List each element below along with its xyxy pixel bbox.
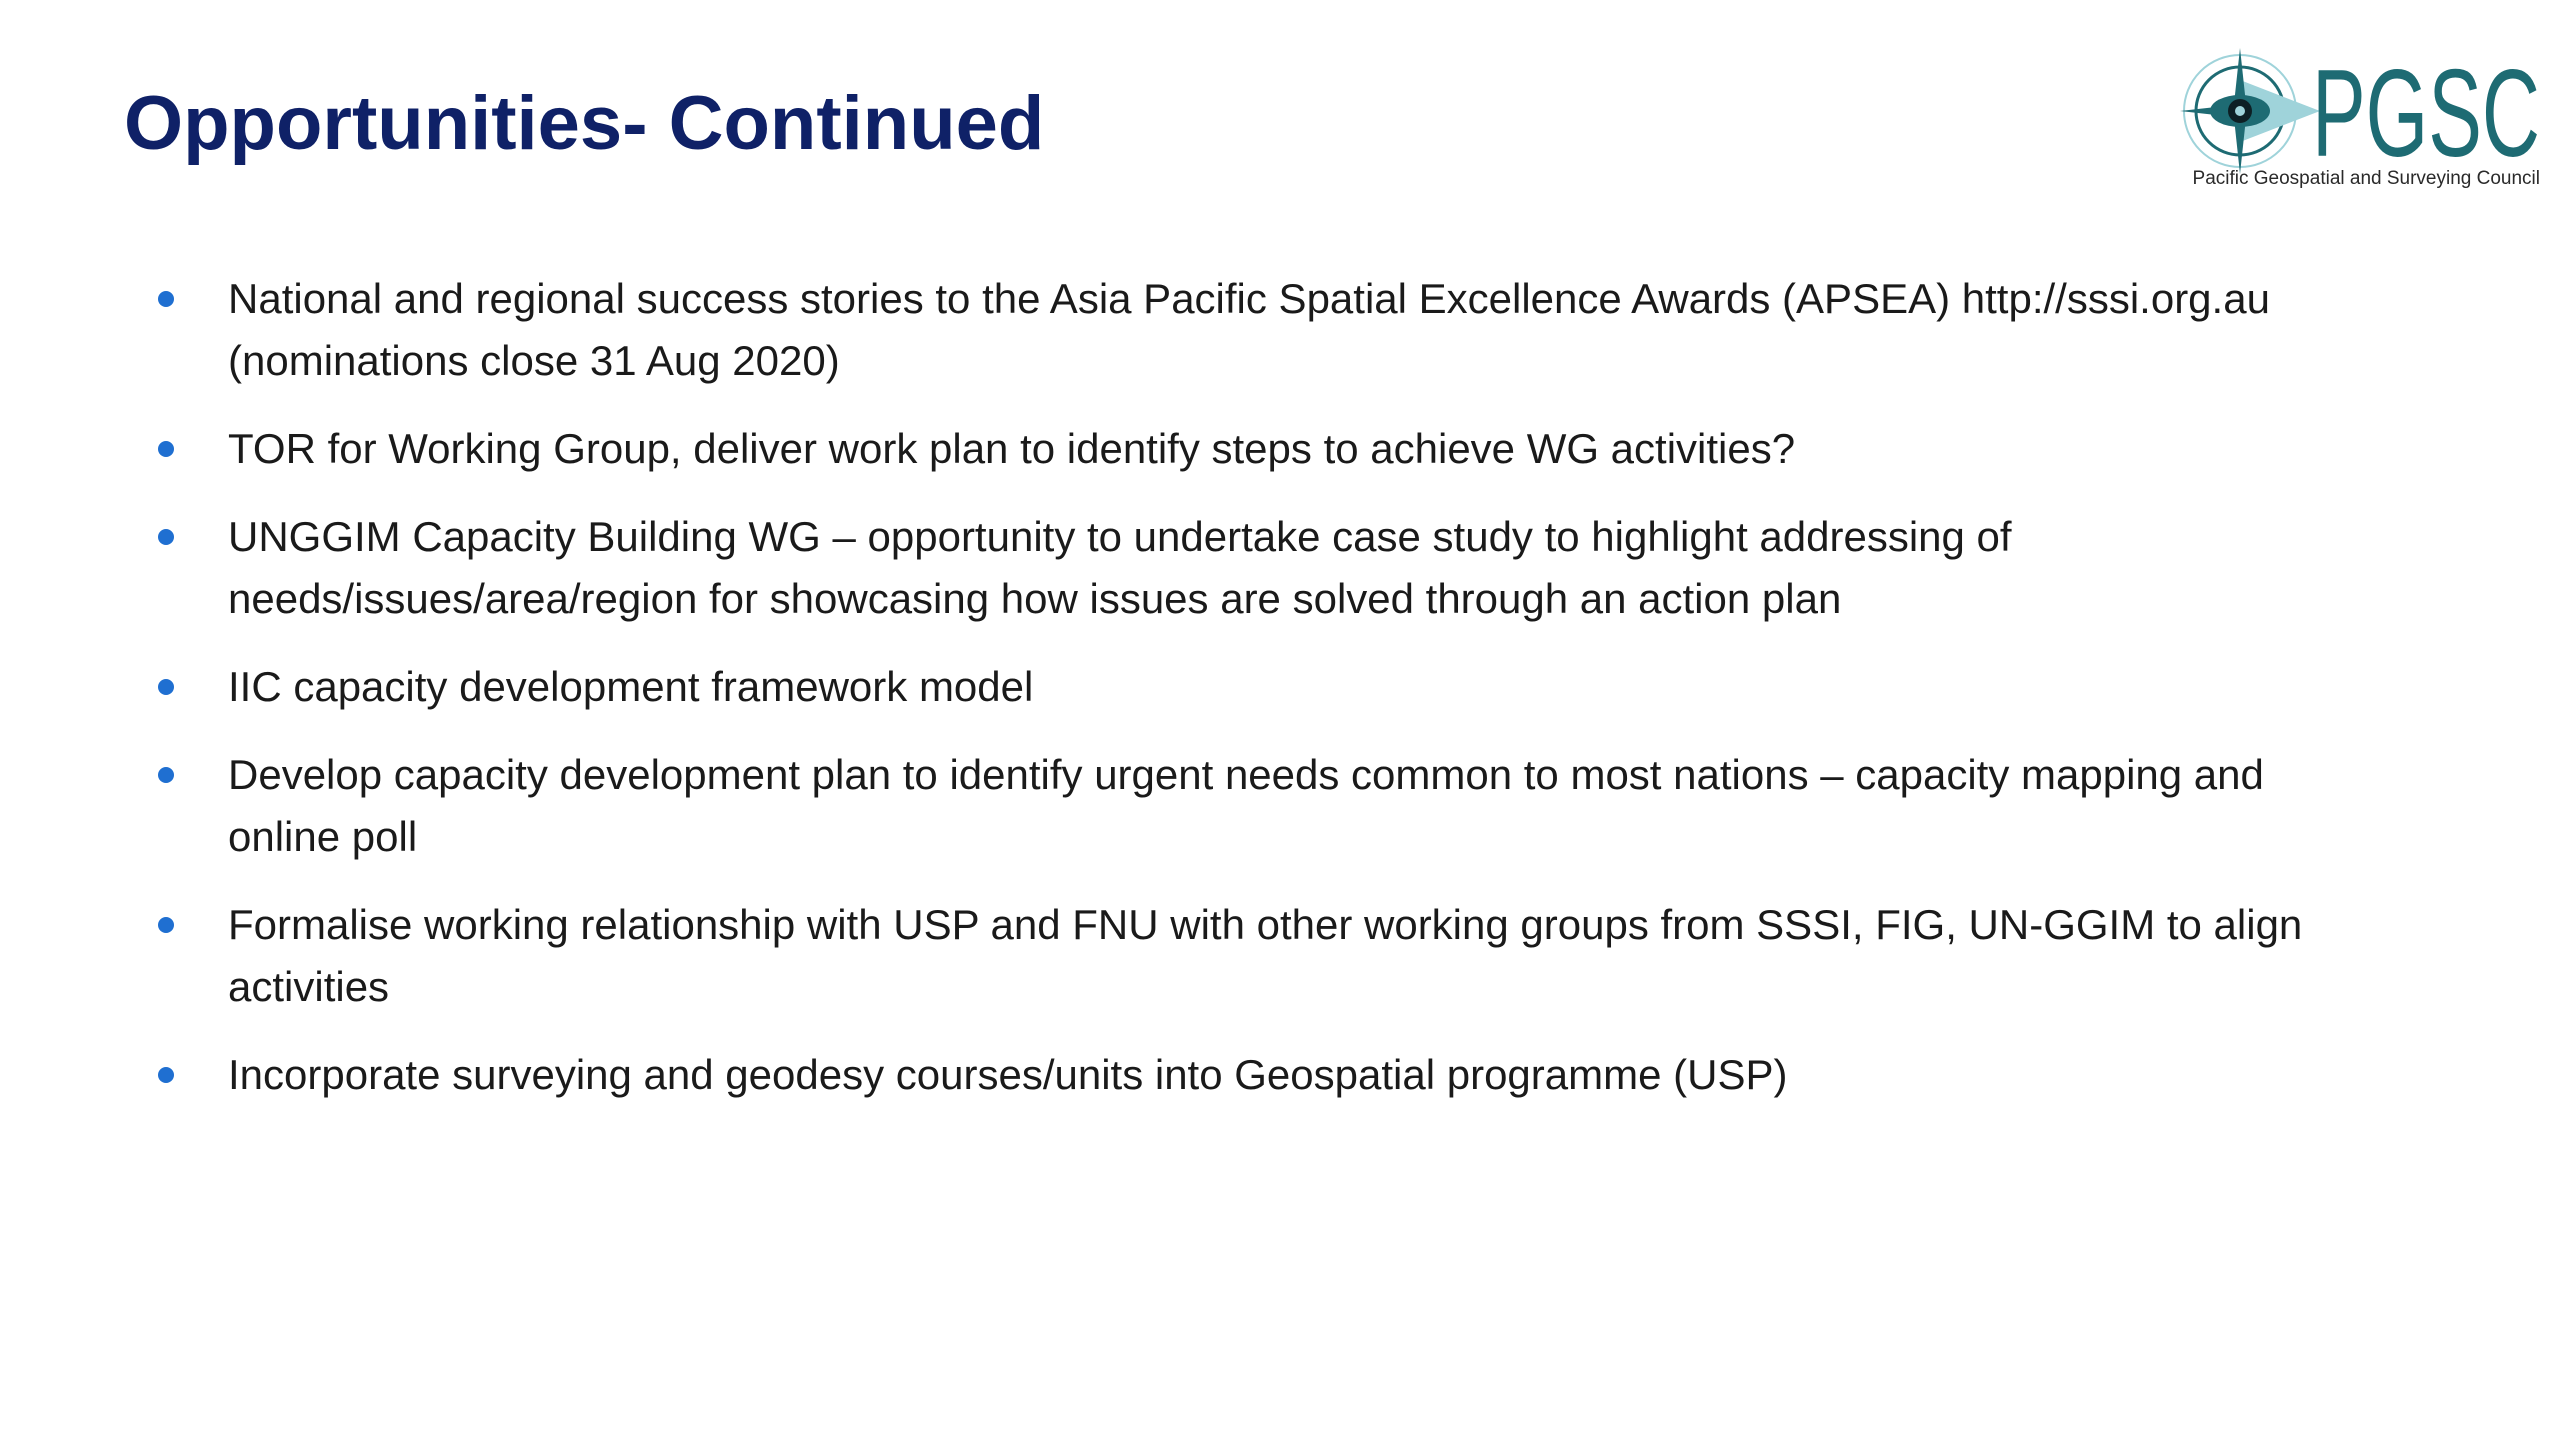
bullet-text: National and regional success stories to the Asia Pacific Spatial Excellence Awards (APSEA) http://sssi.org.au (nominations close 31 Aug 2020) [228,275,2270,384]
bullet-dot-icon [158,679,174,695]
logo-tagline: Pacific Geospatial and Surveying Council [2192,168,2540,189]
bullet-item [150,894,2380,1018]
bullet-dot-icon [158,291,174,307]
bullet-item [150,418,2380,480]
pgsc-wordmark [2310,48,2542,172]
pgsc-logo [2160,40,2540,200]
bullet-text: TOR for Working Group, deliver work plan to identify steps to achieve WG activities? [228,425,1796,472]
svg-text:PGSC: PGSC [2312,48,2540,172]
bullet-dot-icon [158,1067,174,1083]
slide-title: Opportunities- Continued [124,81,1045,166]
bullet-dot-icon [158,529,174,545]
bullet-item [150,744,2380,868]
bullet-list [150,268,2380,1132]
bullet-text: Incorporate surveying and geodesy courses/units into Geospatial programme (USP) [228,1051,1788,1098]
bullet-dot-icon [158,767,174,783]
bullet-item [150,1044,2380,1106]
bullet-text: Develop capacity development plan to identify urgent needs common to most nations – capacity mapping and online poll [228,751,2264,860]
bullet-dot-icon [158,917,174,933]
bullet-item [150,506,2380,630]
bullet-item [150,656,2380,718]
bullet-text: UNGGIM Capacity Building WG – opportunity to undertake case study to highlight addressing of needs/issues/area/region for showcasing how issues are solved through an action plan [228,513,2012,622]
bullet-item [150,268,2380,392]
bullet-text: IIC capacity development framework model [228,663,1034,710]
bullet-dot-icon [158,441,174,457]
compass-icon [2178,46,2328,176]
bullet-text: Formalise working relationship with USP and FNU with other working groups from SSSI, FIG, UN-GGIM to align activities [228,901,2303,1010]
